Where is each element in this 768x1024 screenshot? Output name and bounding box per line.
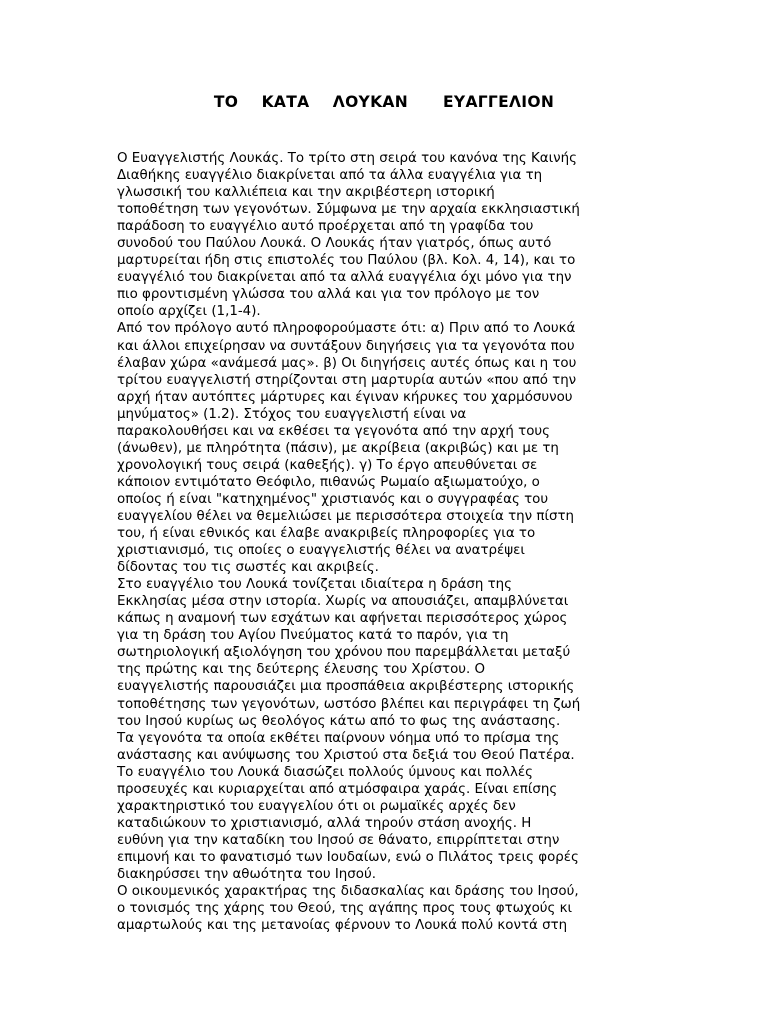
body-line: πιο φροντισμένη γλώσσα του αλλά και για τον πρόλογο με τον: [117, 287, 540, 303]
body-line: κάπως η αναμονή των εσχάτων και αφήνεται περισσότερος χώρος: [117, 611, 568, 627]
body-line: έλαβαν χώρα «ανάμεσά μας». β) Οι διηγήσεις αυτές όπως και η του: [117, 355, 577, 371]
body-line: διακηρύσσει την αθωότητα του Ιησού.: [117, 866, 376, 882]
body-line: συνοδού του Παύλου Λουκά. Ο Λουκάς ήταν γιατρός, όπως αυτό: [117, 236, 552, 252]
body-line: γλωσσική του καλλιέπεια και την ακριβέστερη ιστορική: [117, 185, 495, 201]
body-line: κάποιον εντιμότατο Θεόφιλο, πιθανώς Ρωμαίο αξιωματούχο, ο: [117, 474, 540, 490]
body-line: Τα γεγονότα τα οποία εκθέτει παίρνουν νόημα υπό το πρίσμα της: [117, 730, 560, 746]
body-line: προσευχές και κυριαρχείται από ατμόσφαιρα χαράς. Είναι επίσης: [117, 781, 558, 797]
body-line: της πρώτης και της δεύτερης έλευσης του Χρίστου. Ο: [117, 662, 486, 678]
body-line: Εκκλησίας μέσα στην ιστορία. Χωρίς να απουσιάζει, απαμβλύνεται: [117, 594, 569, 610]
body-line: ανάστασης και ανύψωσης του Χριστού στα δεξιά του Θεού Πατέρα.: [117, 747, 575, 763]
body-line: τοποθέτησης των γεγονότων, ωστόσο βλέπει και περιγράφει τη ζωή: [117, 696, 581, 712]
body-line: Διαθήκης ευαγγέλιο διακρίνεται από τα άλλα ευαγγέλια για τη: [117, 168, 543, 184]
body-line: Ο Ευαγγελιστής Λουκάς. Το τρίτο στη σειρά του κανόνα της Καινής: [117, 151, 577, 166]
body-line: ο τονισμός της χάρης του Θεού, της αγάπης προς τους φτωχούς κι: [117, 901, 573, 917]
body-line: χρονολογική τους σειρά (καθεξής). γ) Το έργο απευθύνεται σε: [117, 457, 538, 473]
body-line: αρχή ήταν αυτόπτες μάρτυρες και έγιναν κήρυκες του χαρμόσυνου: [117, 389, 573, 405]
body-line: ευθύνη για την καταδίκη του Ιησού σε θάνατο, επιρρίπτεται στην: [117, 832, 560, 848]
body-line: τοποθέτηση των γεγονότων. Σύμφωνα με την αρχαία εκκλησιαστική: [117, 202, 580, 218]
body-line: μηνύματος» (1.2). Στόχος του ευαγγελιστή είναι να: [117, 406, 467, 422]
document-body: [117, 150, 657, 934]
body-line: Στο ευαγγέλιο του Λουκά τονίζεται ιδιαίτερα η δράση της: [117, 577, 512, 593]
body-line: μαρτυρείται ήδη στις επιστολές του Παύλου (βλ. Κολ. 4, 14), και το: [117, 253, 576, 269]
body-line: σωτηριολογική αξιολόγηση του χρόνου που παρεμβάλλεται μεταξύ: [117, 645, 571, 661]
body-line: ευαγγελίου θέλει να θεμελιώσει με περισσότερα στοιχεία την πίστη: [117, 508, 575, 524]
body-line: καταδιώκουν το χριστιανισμό, αλλά τηρούν στάση ανοχής. Η: [117, 815, 532, 831]
body-line: επιμονή και το φανατισμό των Ιουδαίων, ενώ ο Πιλάτος τρεις φορές: [117, 849, 579, 865]
body-line: του, ή είναι εθνικός και έλαβε ανακριβείς πληροφορίες για το: [117, 526, 536, 542]
body-line: ευαγγελιστής παρουσιάζει μια προσπάθεια ακριβέστερης ιστορικής: [117, 679, 575, 695]
body-line: για τη δράση του Αγίου Πνεύματος κατά το παρόν, για τη: [117, 628, 509, 644]
body-line: χριστιανισμό, τις οποίες ο ευαγγελιστής θέλει να ανατρέψει: [117, 543, 525, 559]
body-line: Το ευαγγέλιο του Λουκά διασώζει πολλούς ύμνους και πολλές: [117, 764, 533, 780]
body-line: οποίος ή είναι "κατηχημένος" χριστιανός και ο συγγραφέας του: [117, 491, 549, 507]
body-line: χαρακτηριστικό του ευαγγελίου ότι οι ρωμαϊκές αρχές δεν: [117, 798, 516, 814]
document-title: ΤΟ ΚΑΤΑ ΛΟΥΚΑΝ ΕΥΑΓΓΕΛΙΟΝ: [213, 93, 555, 111]
body-line: και άλλοι επιχείρησαν να συντάξουν διηγήσεις για τα γεγονότα που: [117, 338, 575, 354]
body-line: (άνωθεν), με πληρότητα (πάσιν), με ακρίβεια (ακριβώς) και με τη: [117, 440, 559, 456]
body-line: παρακολουθήσει και να εκθέσει τα γεγονότα από την αρχή τους: [117, 423, 551, 439]
body-line: δίδοντας του τις σωστές και ακριβείς.: [117, 560, 379, 576]
body-line: του Ιησού κυρίως ως θεολόγος κάτω από το φως της ανάστασης.: [117, 713, 561, 729]
body-line: τρίτου ευαγγελιστή στηρίζονται στη μαρτυρία αυτών «που από την: [117, 372, 577, 388]
body-line: αμαρτωλούς και της μετανοίας φέρνουν το Λουκά πολύ κοντά στη: [117, 918, 568, 934]
body-line: Από τον πρόλογο αυτό πληροφορούμαστε ότι: α) Πριν από το Λουκά: [117, 321, 576, 337]
body-line: Ο οικουμενικός χαρακτήρας της διδασκαλίας και δράσης του Ιησού,: [117, 884, 579, 900]
body-line: οποίο αρχίζει (1,1-4).: [117, 304, 261, 320]
body-line: ευαγγέλιό του διακρίνεται από τα αλλά ευαγγέλια όχι μόνο για την: [117, 270, 572, 286]
body-line: παράδοση το ευαγγέλιο αυτό προέρχεται από τη γραφίδα του: [117, 219, 534, 235]
